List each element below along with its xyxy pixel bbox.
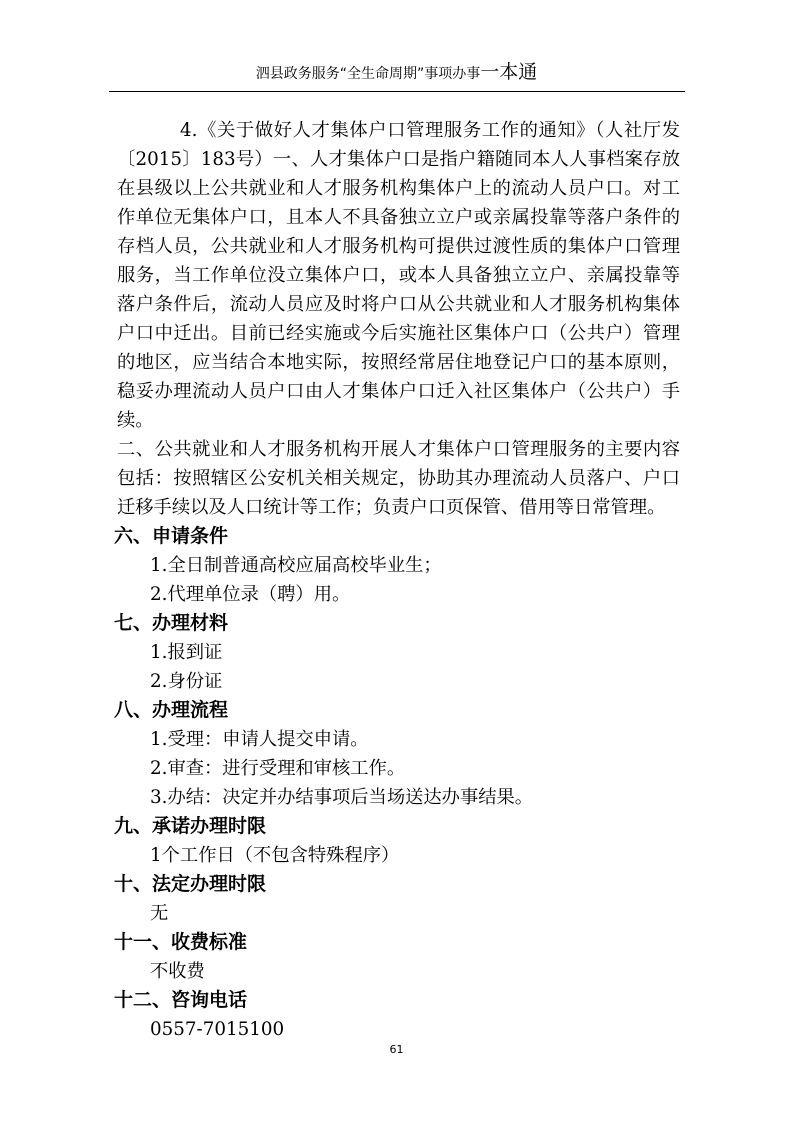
list-item: 2.审查：进行受理和审核工作。	[150, 758, 406, 779]
section-heading: 十一、收费标准	[114, 931, 248, 953]
section-value: 无	[150, 903, 169, 924]
section-value: 不收费	[150, 961, 205, 982]
section-process	[114, 696, 680, 812]
section-heading: 十、法定办理时限	[114, 873, 267, 895]
intro-paragraph-2: 二、公共就业和人才服务机构开展人才集体户口管理服务的主要内容包括：按照辖区公安机关相关规定，协助其办理流动人员落户、户口迁移手续以及人口统计等工作；负责户口页保管、借用等日常管理。	[117, 439, 680, 518]
section-value: 1个工作日（不包含特殊程序）	[150, 845, 400, 866]
list-item: 1.受理：申请人提交申请。	[150, 729, 369, 750]
section-heading: 九、承诺办理时限	[114, 815, 267, 837]
document-body	[114, 116, 680, 1044]
section-heading: 十二、咨询电话	[114, 989, 248, 1011]
phone-number: 0557-7015100	[150, 1019, 285, 1040]
header-divider	[109, 91, 685, 92]
section-conditions	[114, 522, 680, 609]
list-item: 1.报到证	[150, 642, 223, 663]
header-title-suffix: 一本通	[480, 61, 538, 83]
section-promised-time	[114, 812, 680, 870]
section-heading: 八、办理流程	[114, 699, 229, 721]
list-item: 1.全日制普通高校应届高校毕业生；	[150, 555, 442, 576]
page-number: 61	[389, 1043, 404, 1056]
section-materials	[114, 609, 680, 696]
section-legal-time	[114, 870, 680, 928]
list-item: 2.身份证	[150, 671, 223, 692]
page-header	[0, 63, 793, 83]
header-title-prefix: 泗县政务服务“全生命周期”事项办事	[255, 66, 481, 82]
section-fee	[114, 928, 680, 986]
list-item: 3.办结：决定并办结事项后当场送达办事结果。	[150, 787, 534, 808]
section-phone	[114, 986, 680, 1044]
section-heading: 六、申请条件	[114, 525, 229, 547]
section-heading: 七、办理材料	[114, 612, 229, 634]
intro-paragraph-1: 4.《关于做好人才集体户口管理服务工作的通知》（人社厅发〔2015〕183号）一、人才集体户口是指户籍随同本人人事档案存放在县级以上公共就业和人才服务机构集体户上的流动人员户口。对工作单位无集体户口，且本人不具备独立立户或亲属投靠等落户条件的存档人员，公共就业和人才服务机构可提供过渡性质的集体户口管理服务，当工作单位没立集体户口，或本人具备独立立户、亲属投靠等落户条件后，流动人员应及时将户口从公共就业和人才服务机构集体户口中迁出。目前已经实施或今后实施社区集体户口（公共户）管理的地区，应当结合本地实际，按照经常居住地登记户口的基本原则，稳妥办理流动人员户口由人才集体户口迁入社区集体户（公共户）手续。	[117, 120, 680, 431]
list-item: 2.代理单位录（聘）用。	[150, 584, 351, 605]
